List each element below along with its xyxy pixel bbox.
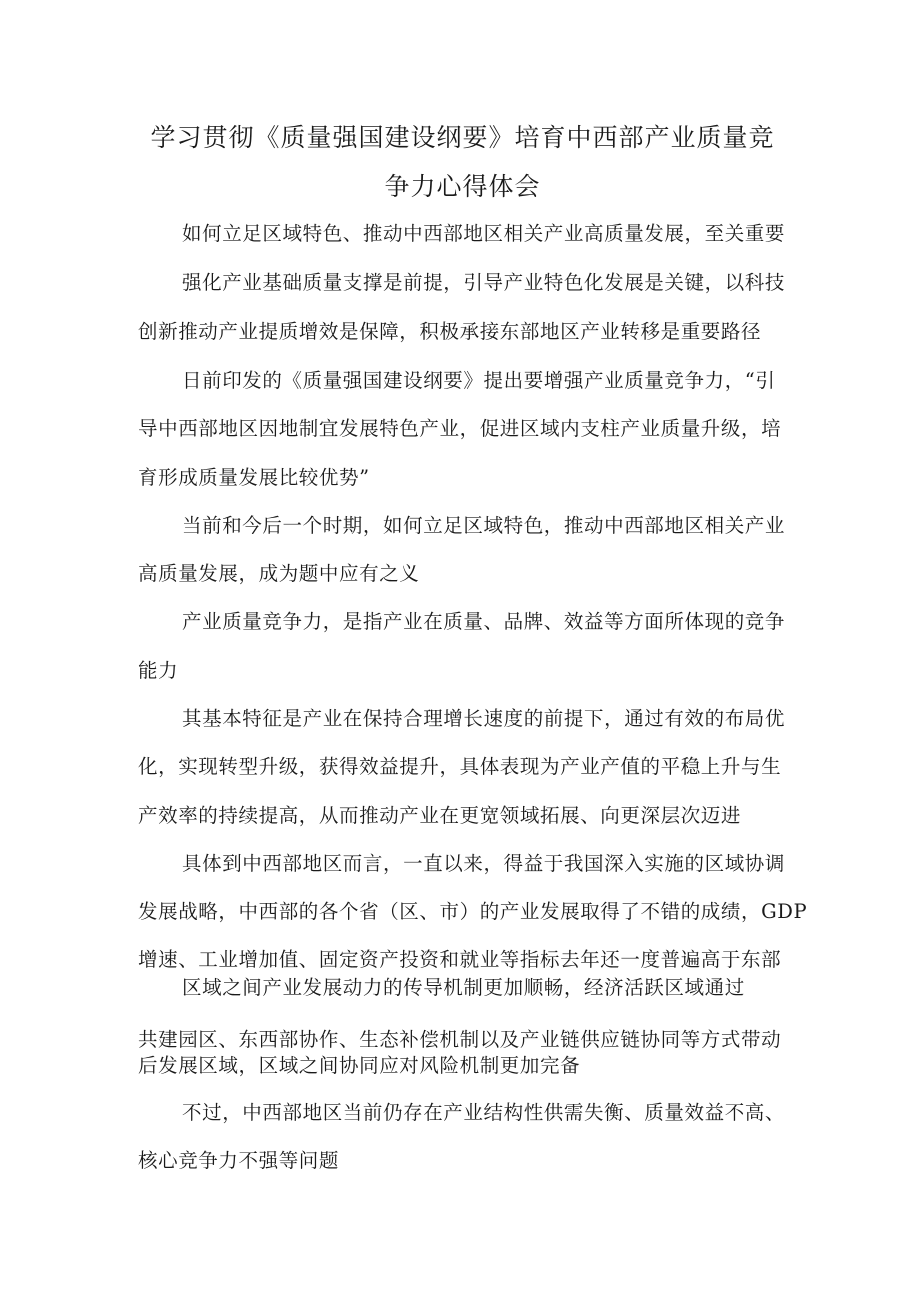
paragraph-line: 区域之间产业发展动力的传导机制更加顺畅，经济活跃区域通过 [182,976,745,999]
paragraph-line: 强化产业基础质量支撑是前提，引导产业特色化发展是关键，以科技 [182,271,786,294]
paragraph-line: 日前印发的《质量强国建设纲要》提出要增强产业质量竞争力，“引 [182,369,776,392]
paragraph-line: 如何立足区域特色、推动中西部地区相关产业高质量发展，至关重要 [182,222,786,245]
paragraph-line: 发展战略，中西部的各个省（区、市）的产业发展取得了不错的成绩，GDP [138,900,808,923]
paragraph-line: 共建园区、东西部协作、生态补偿机制以及产业链供应链协同等方式带动 [138,1028,782,1051]
document-title-line-2: 争力心得体会 [384,172,541,201]
paragraph-line: 其基本特征是产业在保持合理增长速度的前提下，通过有效的布局优 [182,707,786,730]
paragraph-line: 具体到中西部地区而言，一直以来，得益于我国深入实施的区域协调 [182,852,786,875]
paragraph-line: 导中西部地区因地制宜发展特色产业，促进区域内支柱产业质量升级，培 [138,417,782,440]
paragraph-line: 产效率的持续提高，从而推动产业在更宽领域拓展、向更深层次迈进 [138,804,742,827]
paragraph-line: 化，实现转型升级，获得效益提升，具体表现为产业产值的平稳上升与生 [138,755,782,778]
paragraph-line: 增速、工业增加值、固定资产投资和就业等指标去年还一度普遍高于东部 [138,948,782,971]
paragraph-line: 后发展区域，区域之间协同应对风险机制更加完备 [138,1054,581,1077]
paragraph-line: 当前和今后一个时期，如何立足区域特色，推动中西部地区相关产业 [182,514,786,537]
paragraph-line: 产业质量竞争力，是指产业在质量、品牌、效益等方面所体现的竞争 [182,610,786,633]
paragraph-line: 核心竞争力不强等问题 [138,1149,340,1172]
paragraph-line: 育形成质量发展比较优势” [138,466,370,489]
paragraph-line: 不过，中西部地区当前仍存在产业结构性供需失衡、质量效益不高、 [182,1101,786,1124]
paragraph-line: 创新推动产业提质增效是保障，积极承接东部地区产业转移是重要路径 [138,320,762,343]
document-title-line-1: 学习贯彻《质量强国建设纲要》培育中西部产业质量竞 [150,123,775,152]
paragraph-line: 能力 [138,659,179,682]
paragraph-line: 高质量发展，成为题中应有之义 [138,562,420,585]
